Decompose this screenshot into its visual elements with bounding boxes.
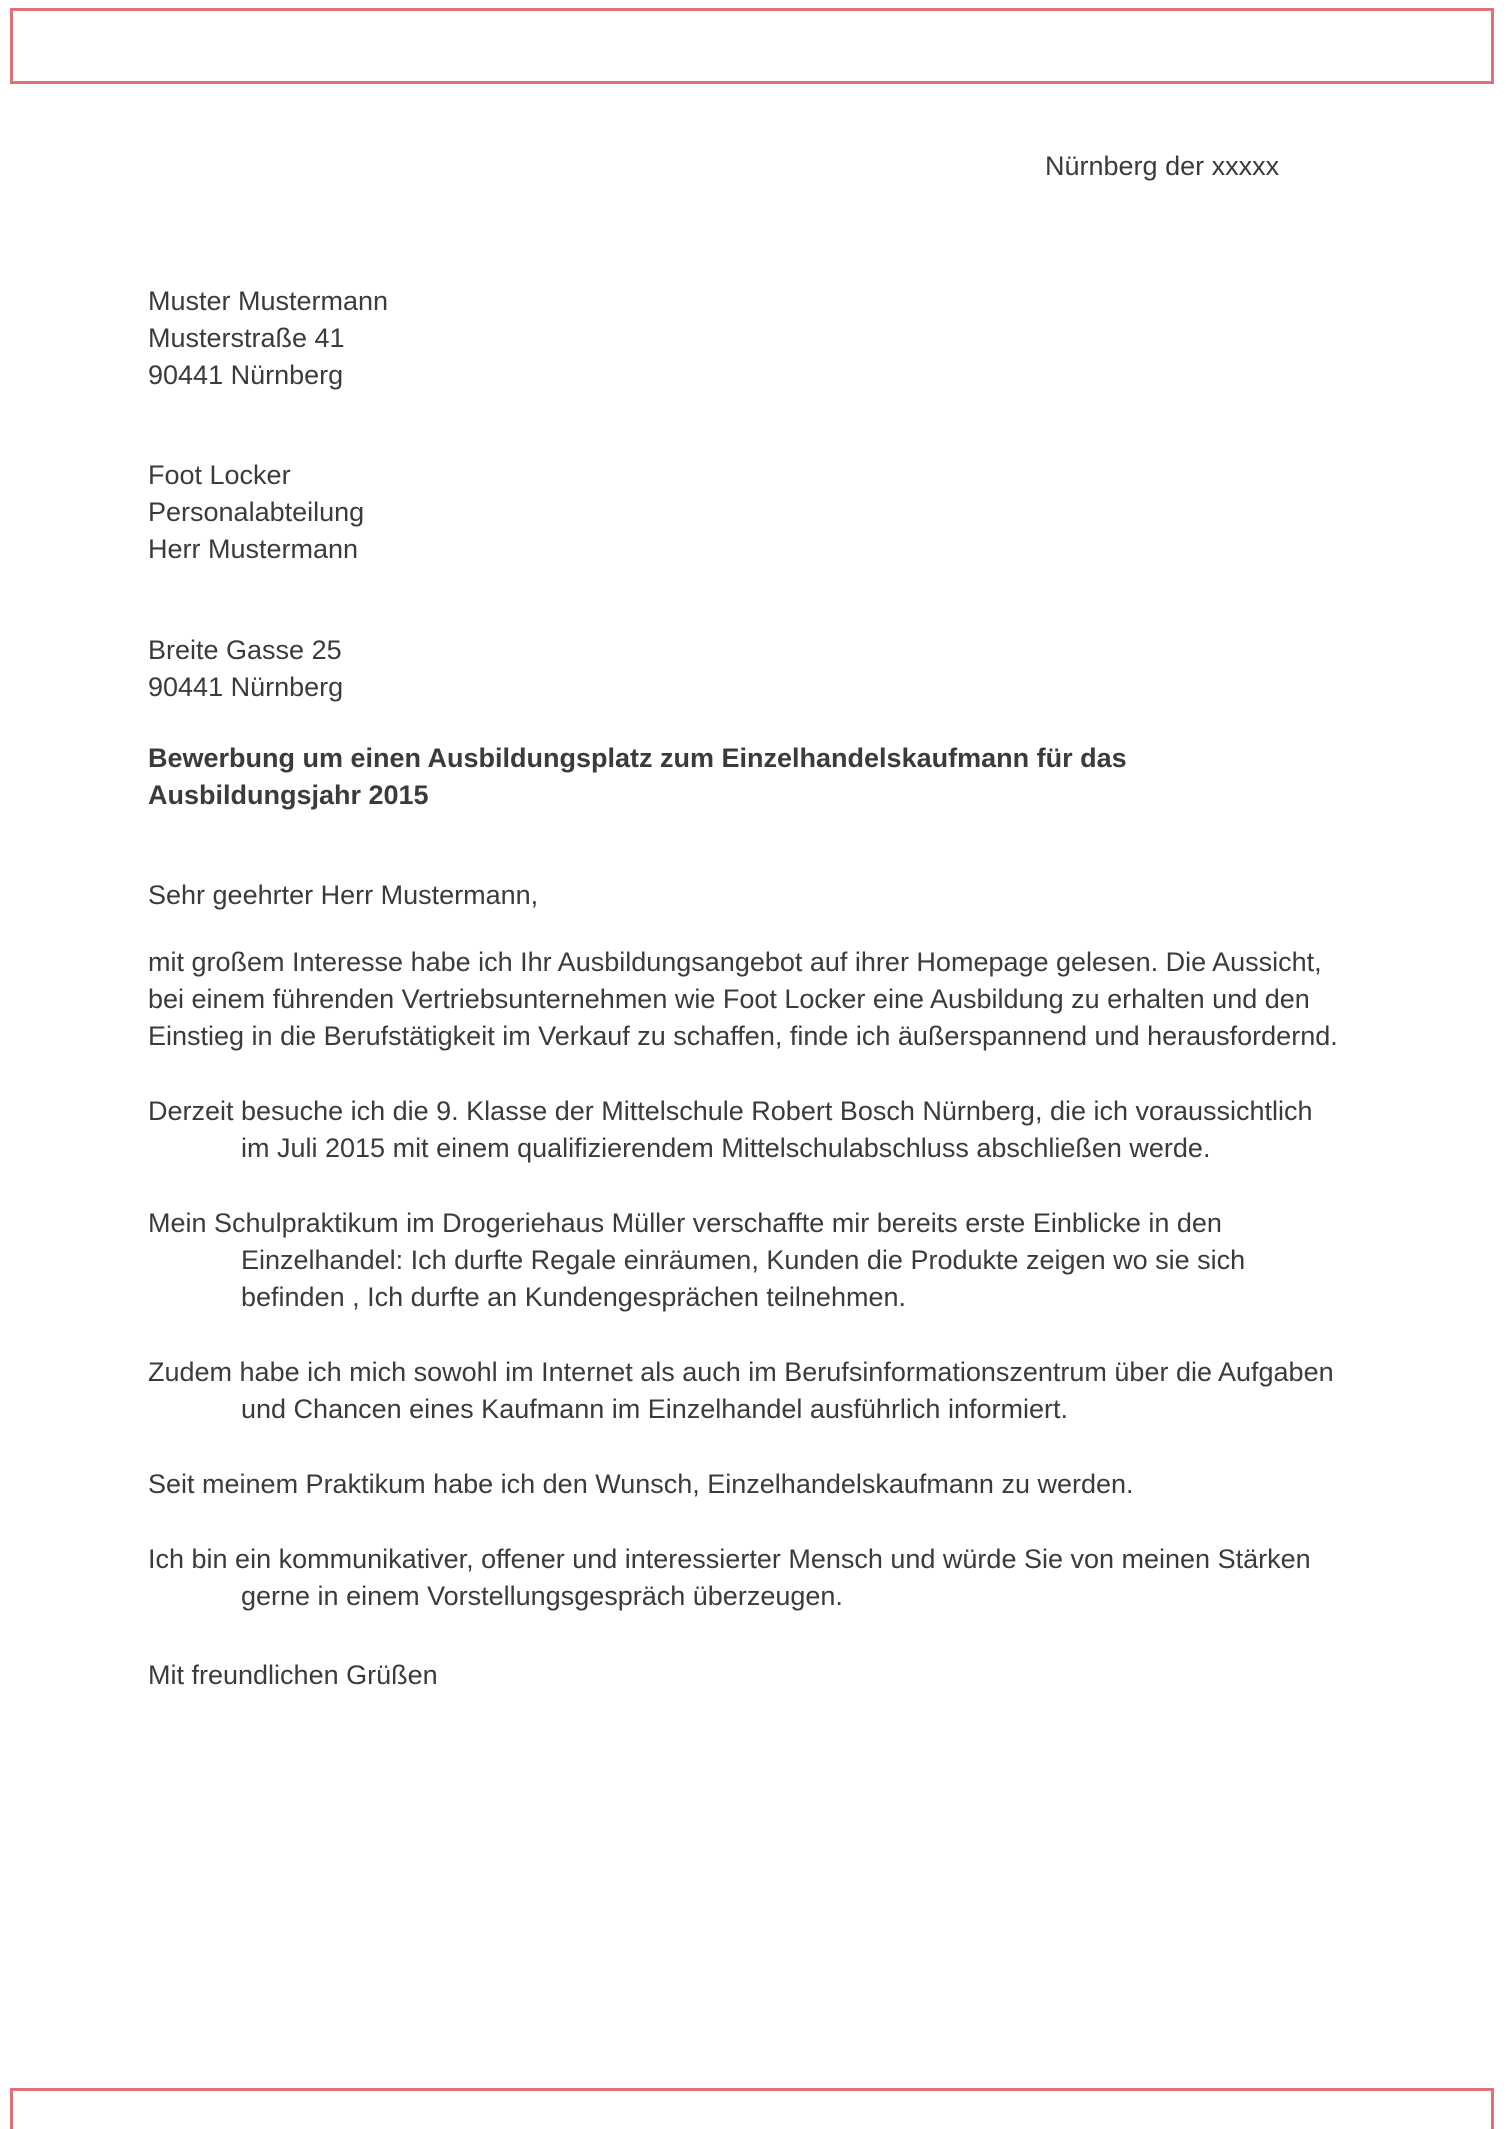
body-paragraph: mit großem Interesse habe ich Ihr Ausbildungsangebot auf ihrer Homepage gelesen. Die Aussicht, bei einem führenden Vertriebsunternehmen wie Foot Locker eine Ausbildung zu erhalten und den Einstieg in die Berufstätigkeit im Verkauf zu schaffen, finde ich äußerspannend und herausfordernd. — [148, 947, 1338, 1051]
recipient-city: 90441 Nürnberg — [148, 672, 344, 702]
salutation: Sehr geehrter Herr Mustermann, — [148, 880, 539, 910]
recipient-department: Personalabteilung — [148, 497, 365, 527]
subject-line: Bewerbung um einen Ausbildungsplatz zum Einzelhandelskaufmann für das Ausbildungsjahr 2015 — [148, 743, 1127, 810]
body-paragraph: Ich bin ein kommunikativer, offener und interessierter Mensch und würde Sie von meinen Stärken gerne in einem Vorstellungsgespräch überzeugen. — [148, 1544, 1311, 1611]
sender-address-block — [148, 283, 1348, 394]
date-line: Nürnberg der xxxxx — [1045, 151, 1280, 181]
sender-name: Muster Mustermann — [148, 286, 389, 316]
sender-street: Musterstraße 41 — [148, 323, 345, 353]
body-paragraph: Derzeit besuche ich die 9. Klasse der Mittelschule Robert Bosch Nürnberg, die ich voraussichtlich im Juli 2015 mit einem qualifizierendem Mittelschulabschluss abschließen werde. — [148, 1096, 1313, 1163]
recipient-street: Breite Gasse 25 — [148, 635, 342, 665]
recipient-company: Foot Locker — [148, 460, 291, 490]
recipient-block — [148, 457, 1348, 568]
body-paragraph: Seit meinem Praktikum habe ich den Wunsch, Einzelhandelskaufmann zu werden. — [148, 1469, 1134, 1499]
recipient-address-block — [148, 632, 1348, 706]
sender-city: 90441 Nürnberg — [148, 360, 344, 390]
body-paragraph: Mein Schulpraktikum im Drogeriehaus Müller verschaffte mir bereits erste Einblicke in den Einzelhandel: Ich durfte Regale einräumen, Kunden die Produkte zeigen wo sie sich befinden , Ich durfte an Kundengesprächen teilnehmen. — [148, 1208, 1246, 1312]
recipient-contact: Herr Mustermann — [148, 534, 359, 564]
closing-line: Mit freundlichen Grüßen — [148, 1660, 438, 1690]
bottom-border-frame — [10, 2088, 1494, 2129]
body-paragraph: Zudem habe ich mich sowohl im Internet als auch im Berufsinformationszentrum über die Aufgaben und Chancen eines Kaufmann im Einzelhandel ausführlich informiert. — [148, 1357, 1334, 1424]
